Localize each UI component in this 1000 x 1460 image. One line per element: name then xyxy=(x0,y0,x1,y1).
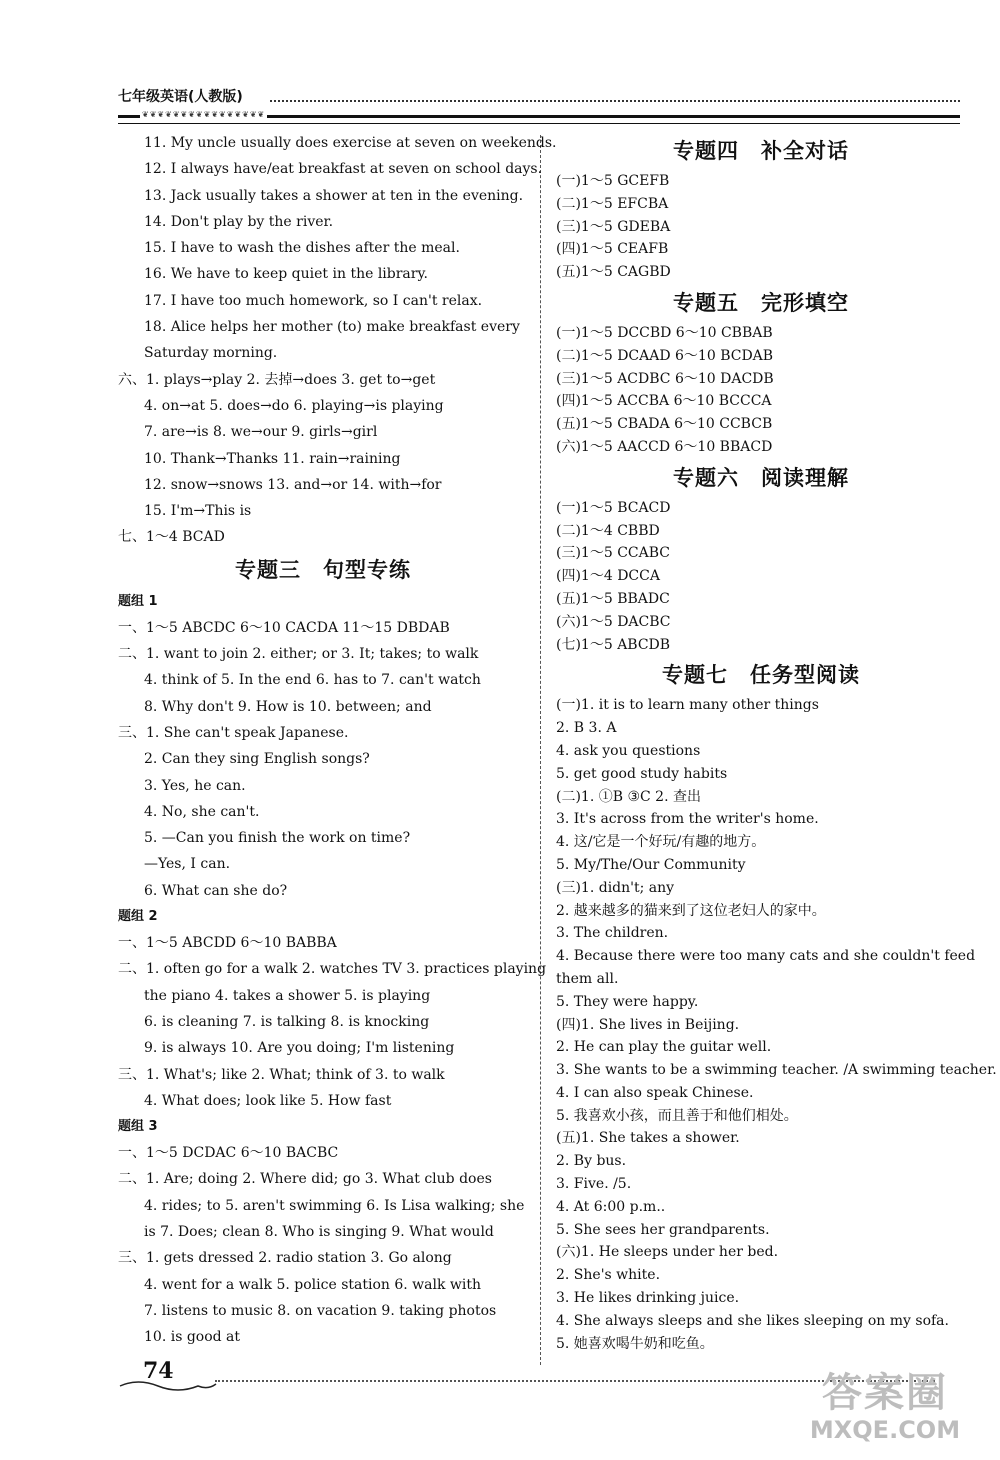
group-title: 题组 3 xyxy=(118,1119,158,1135)
answer-line: 2. By bus. xyxy=(556,1153,627,1170)
answer-line: —Yes, I can. xyxy=(144,856,231,873)
answer-line: 15. I'm→This is xyxy=(144,503,252,520)
answer-line: (七)1～5 ABCDB xyxy=(556,636,671,653)
answer-line: 6. is cleaning 7. is talking 8. is knocking xyxy=(144,1013,430,1030)
answer-line: 3. She wants to be a swimming teacher. /A swimming teacher. xyxy=(556,1062,997,1079)
answer-line: 10. Thank→Thanks 11. rain→raining xyxy=(144,450,401,467)
answer-line: (二)1～4 CBBD xyxy=(556,522,660,539)
watermark-logo-text: 答案圈 xyxy=(822,1370,948,1416)
section-title: 专题三 句型专练 xyxy=(235,557,411,582)
answer-line: 5. My/The/Our Community xyxy=(556,856,746,873)
answer-line: 7. are→is 8. we→our 9. girls→girl xyxy=(144,424,378,441)
answer-line: 3. It's across from the writer's home. xyxy=(556,811,819,828)
answer-line: (五)1～5 CAGBD xyxy=(556,264,671,281)
answer-line: 2. B 3. A xyxy=(556,720,617,737)
answer-line: 6. What can she do? xyxy=(144,882,288,899)
answer-line: (六)1～5 DACBC xyxy=(556,613,671,630)
group-title: 题组 1 xyxy=(118,593,158,609)
answer-line: 2. She's white. xyxy=(556,1267,661,1284)
answer-line: (三)1～5 ACDBC 6～10 DACDB xyxy=(556,370,774,387)
answer-line: 七、1～4 BCAD xyxy=(118,529,225,546)
answer-line: 4. What does; look like 5. How fast xyxy=(144,1092,392,1109)
group-title: 题组 2 xyxy=(118,909,158,925)
answer-line: 4. Because there were too many cats and she couldn't feed xyxy=(556,948,976,965)
answer-line: 二、1. Are; doing 2. Where did; go 3. What club does xyxy=(118,1171,492,1188)
answer-line: (三)1～5 GDEBA xyxy=(556,218,671,235)
answer-line: (四)1. She lives in Beijing. xyxy=(556,1016,740,1033)
answer-line: is 7. Does; clean 8. Who is singing 9. What would xyxy=(144,1223,494,1240)
answer-line: 4. I can also speak Chinese. xyxy=(556,1084,754,1101)
answer-line: (四)1～5 ACCBA 6～10 BCCCA xyxy=(556,393,772,410)
answer-line: (二)1～5 DCAAD 6～10 BCDAB xyxy=(556,347,774,364)
section-title: 专题七 任务型阅读 xyxy=(662,663,860,688)
answer-line: 三、1. gets dressed 2. radio station 3. Go along xyxy=(118,1250,452,1267)
answer-line: (六)1～5 AACCD 6～10 BBACD xyxy=(556,438,773,455)
answer-line: 三、1. She can't speak Japanese. xyxy=(118,724,349,741)
answer-line: 4. on→at 5. does→do 6. playing→is playing xyxy=(144,397,444,414)
answer-line: Saturday morning. xyxy=(144,345,278,362)
answer-line: 13. Jack usually takes a shower at ten in the evening. xyxy=(144,187,524,204)
answer-line: 4. ask you questions xyxy=(556,742,701,759)
answer-line: 4. At 6:00 p.m.. xyxy=(556,1198,666,1215)
answer-line: 5. They were happy. xyxy=(556,993,699,1010)
answer-line: 5. 她喜欢喝牛奶和吃鱼。 xyxy=(556,1335,714,1352)
answer-line: (三)1. didn't; any xyxy=(556,879,675,896)
answer-line: 14. Don't play by the river. xyxy=(144,213,334,230)
answer-line: 一、1～5 ABCDC 6～10 CACDA 11～15 DBDAB xyxy=(118,619,450,636)
site-watermark xyxy=(800,1370,970,1444)
answer-line: 12. snow→snows 13. and→or 14. with→for xyxy=(144,476,442,493)
answer-line: 二、1. often go for a walk 2. watches TV 3. practices playing xyxy=(118,961,547,978)
answer-line: 2. 越来越多的猫来到了这位老妇人的家中。 xyxy=(556,902,826,919)
left-column xyxy=(118,130,557,1350)
header-dotted-rule xyxy=(270,100,960,102)
watermark-url: MXQE.COM xyxy=(809,1416,961,1444)
answer-line: 4. She always sleeps and she likes sleeping on my sofa. xyxy=(556,1312,949,1329)
answer-line: 5. She sees her grandparents. xyxy=(556,1221,770,1238)
answer-line: 11. My uncle usually does exercise at seven on weekends. xyxy=(144,135,557,151)
answer-line: 10. is good at xyxy=(144,1329,241,1346)
answer-line: 4. went for a walk 5. police station 6. walk with xyxy=(144,1276,481,1293)
section-title: 专题六 阅读理解 xyxy=(673,465,849,490)
answer-line: 7. listens to music 8. on vacation 9. taking photos xyxy=(144,1302,497,1319)
book-title: 七年级英语(人教版) xyxy=(118,89,243,105)
answer-line: (二)1～5 EFCBA xyxy=(556,195,669,212)
section-title: 专题五 完形填空 xyxy=(673,290,849,315)
section-title: 专题四 补全对话 xyxy=(673,139,849,163)
answer-line: 16. We have to keep quiet in the library. xyxy=(144,266,428,283)
answer-line: (一)1～5 DCCBD 6～10 CBBAB xyxy=(556,324,773,341)
answer-line: 4. rides; to 5. aren't swimming 6. Is Lisa walking; she xyxy=(144,1197,525,1214)
answer-line: 8. Why don't 9. How is 10. between; and xyxy=(144,698,432,715)
answer-line: 三、1. What's; like 2. What; think of 3. to walk xyxy=(118,1066,445,1083)
answer-line: (五)1～5 BBADC xyxy=(556,590,670,607)
header-ornament: ❦❦❦❦❦❦❦❦❦❦❦❦❦❦❦❦ xyxy=(142,110,266,119)
answer-line: 3. Five. /5. xyxy=(556,1176,632,1193)
answer-line: 4. 这/它是一个好玩/有趣的地方。 xyxy=(556,834,766,851)
answer-line: (六)1. He sleeps under her bed. xyxy=(556,1244,779,1261)
answer-line: (三)1～5 CCABC xyxy=(556,545,670,562)
answer-line: (一)1. it is to learn many other things xyxy=(556,697,819,714)
answer-line: 3. He likes drinking juice. xyxy=(556,1290,740,1307)
answer-line: 一、1～5 DCDAC 6～10 BACBC xyxy=(118,1145,339,1162)
answer-line: 4. think of 5. In the end 6. has to 7. can't watch xyxy=(144,672,481,689)
answer-line: 3. The children. xyxy=(556,925,669,942)
footer-swirl-ornament xyxy=(118,1378,218,1394)
answer-line: 六、1. plays→play 2. 去掉→does 3. get to→get xyxy=(118,371,436,388)
page-number: 74 xyxy=(143,1358,174,1384)
answer-line: 18. Alice helps her mother (to) make breakfast every xyxy=(144,319,520,336)
answer-line: (四)1～4 DCCA xyxy=(556,568,660,585)
answer-line: 二、1. want to join 2. either; or 3. It; takes; to walk xyxy=(118,646,479,663)
answer-line: 4. No, she can't. xyxy=(144,803,260,820)
answer-line: 2. Can they sing English songs? xyxy=(144,751,370,768)
answer-line: (五)1～5 CBADA 6～10 CCBCB xyxy=(556,416,773,433)
answer-line: 5. —Can you finish the work on time? xyxy=(144,830,411,847)
answer-line: 9. is always 10. Are you doing; I'm listening xyxy=(144,1040,455,1057)
answer-line: the piano 4. takes a shower 5. is playing xyxy=(144,987,431,1004)
answer-line: them all. xyxy=(556,970,619,987)
answer-line: (五)1. She takes a shower. xyxy=(556,1130,740,1147)
answer-line: (二)1. ①B ③C 2. 查出 xyxy=(556,788,701,805)
answer-line: 2. He can play the guitar well. xyxy=(556,1039,772,1056)
column-divider xyxy=(540,135,541,1365)
right-column xyxy=(556,132,997,1355)
answer-line: (一)1～5 GCEFB xyxy=(556,173,670,189)
answer-line: 17. I have too much homework, so I can't relax. xyxy=(144,292,483,309)
answer-line: 3. Yes, he can. xyxy=(144,777,246,794)
answer-line: 15. I have to wash the dishes after the meal. xyxy=(144,240,460,257)
answer-line: 5. get good study habits xyxy=(556,765,728,782)
answer-line: 一、1～5 ABCDD 6～10 BABBA xyxy=(118,935,337,952)
answer-line: (一)1～5 BCACD xyxy=(556,499,671,516)
answer-line: 12. I always have/eat breakfast at seven on school days. xyxy=(144,161,543,178)
answer-line: (四)1～5 CEAFB xyxy=(556,241,669,258)
answer-line: 5. 我喜欢小孩，而且善于和他们相处。 xyxy=(556,1107,798,1124)
